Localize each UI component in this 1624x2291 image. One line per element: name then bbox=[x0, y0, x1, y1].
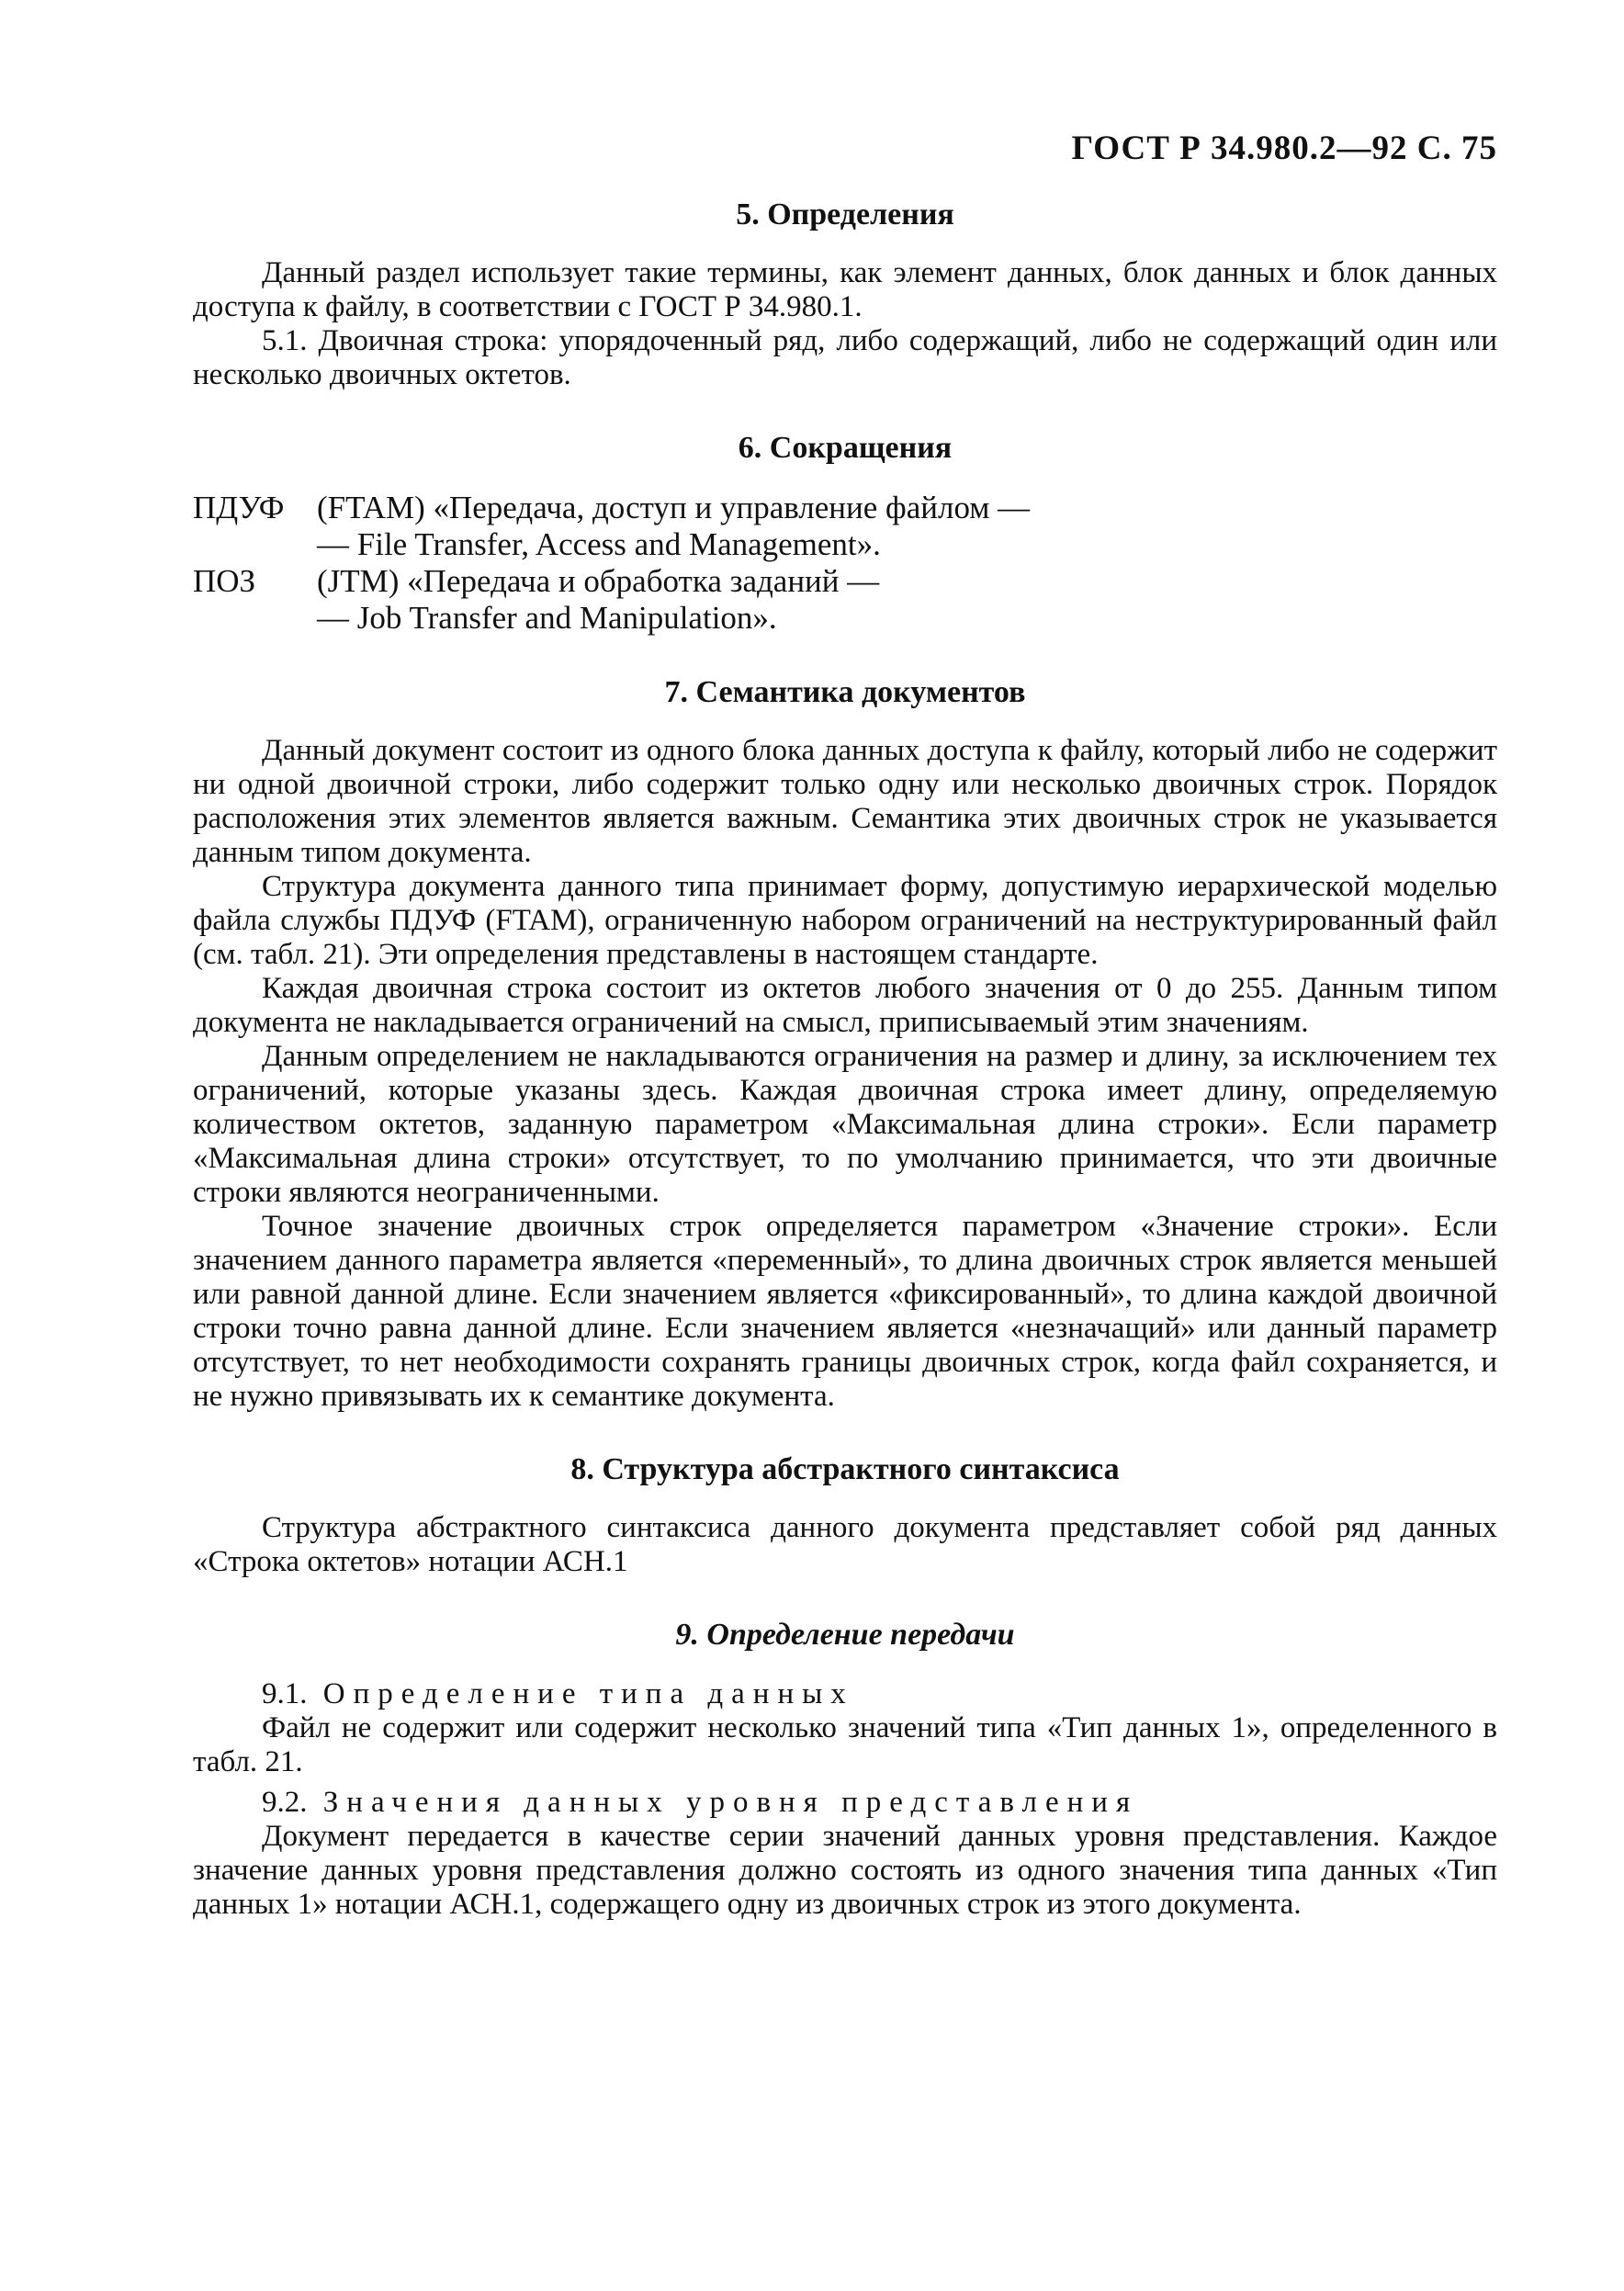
document-page bbox=[193, 129, 1497, 1960]
paragraph: Структура абстрактного синтаксиса данного документа представляет собой ряд данных «Строка октетов» нотации АСН.1 bbox=[193, 1511, 1497, 1578]
section-definitions bbox=[193, 198, 1497, 392]
subsection-number: 9.2. bbox=[262, 1786, 308, 1819]
definition-line: — Job Transfer and Manipulation». bbox=[317, 600, 777, 636]
running-header: ГОСТ Р 34.980.2—92 С. 75 bbox=[1071, 130, 1497, 167]
subsection-title: Значения данных уровня представления bbox=[322, 1786, 1139, 1819]
abbreviation-term: ПДУФ bbox=[193, 490, 285, 525]
section-title: 9. Определение передачи bbox=[675, 1618, 1015, 1652]
definition-line: (JTM) «Передача и обработка заданий — bbox=[317, 563, 880, 599]
paragraph: Данный раздел использует такие термины, как элемент данных, блок данных и блок данных доступа к файлу, в соответствии с ГОСТ Р 34.980.1. bbox=[193, 256, 1497, 323]
paragraph: Данный документ состоит из одного блока данных доступа к файлу, который либо не содержит ни одной двоичной строки, либо содержит только одну или несколько двоичных строк. Порядок расположения этих элементов является важным. Семантика этих двоичных строк не указывается данным типом документа. bbox=[193, 734, 1497, 869]
abbreviation-term: ПОЗ bbox=[193, 563, 256, 599]
paragraph: Точное значение двоичных строк определяется параметром «Значение строки». Если значением данного параметра является «переменный», то длина двоичных строк является меньшей или равной данной длине. Если значением является «фиксированный», то длина каждой двоичной строки точно равна данной длине. Если значением является «незначащий» или данный параметр отсутствует, то нет необходимости сохранять границы двоичных строк, когда файл сохраняется, и не нужно привязывать их к семантике документа. bbox=[193, 1210, 1497, 1413]
definition-line: — File Transfer, Access and Management». bbox=[317, 526, 881, 562]
section-document-semantics bbox=[193, 675, 1497, 1414]
paragraph: Данным определением не накладываются ограничения на размер и длину, за исключением тех ограничений, которые указаны здесь. Каждая двоичная строка имеет длину, определяемую количеством октетов, заданную параметром «Максимальная длина строки». Если параметр «Максимальная длина строки» отсутствует, то по умолчанию принимается, что эти двоичные строки являются неограниченными. bbox=[193, 1040, 1497, 1209]
paragraph: Каждая двоичная строка состоит из октетов любого значения от 0 до 255. Данным типом документа не накладывается ограничений на смысл, приписываемый этим значениям. bbox=[193, 972, 1497, 1039]
abbreviation-row bbox=[193, 563, 1497, 637]
abbreviation-definition bbox=[317, 490, 1497, 563]
section-title: 6. Сокращения bbox=[738, 431, 953, 465]
abbreviation-definition bbox=[317, 563, 1497, 637]
subsection-heading bbox=[193, 1785, 1497, 1820]
section-title: 5. Определения bbox=[736, 198, 954, 231]
subsection-title: Определение типа данных bbox=[322, 1677, 854, 1710]
subsection-number: 9.1. bbox=[262, 1677, 308, 1710]
paragraph: Документ передается в качестве серии значений данных уровня представления. Каждое значение данных уровня представления должно состоять из одного значения типа данных «Тип данных 1» нотации АСН.1, содержащего одну из двоичных строк из этого документа. bbox=[193, 1820, 1497, 1921]
subsection-heading bbox=[193, 1676, 1497, 1711]
abbreviation-row bbox=[193, 490, 1497, 563]
section-abbreviations bbox=[193, 431, 1497, 637]
section-abstract-syntax bbox=[193, 1452, 1497, 1579]
section-title: 7. Семантика документов bbox=[664, 675, 1026, 709]
paragraph: Файл не содержит или содержит несколько значений типа «Тип данных 1», определенного в табл. 21. bbox=[193, 1711, 1497, 1778]
paragraph: Структура документа данного типа принимает форму, допустимую иерархической моделью файла службы ПДУФ (FTAM), ограниченную набором ограничений на неструктурированный файл (см. табл. 21). Эти определения представлены в настоящем стандарте. bbox=[193, 870, 1497, 971]
section-title: 8. Структура абстрактного синтаксиса bbox=[570, 1452, 1120, 1486]
paragraph: 5.1. Двоичная строка: упорядоченный ряд, либо содержащий, либо не содержащий один или несколько двоичных октетов. bbox=[193, 324, 1497, 391]
definition-line: (FTAM) «Передача, доступ и управление файлом — bbox=[317, 490, 1031, 525]
section-transfer-definition bbox=[193, 1618, 1497, 1922]
